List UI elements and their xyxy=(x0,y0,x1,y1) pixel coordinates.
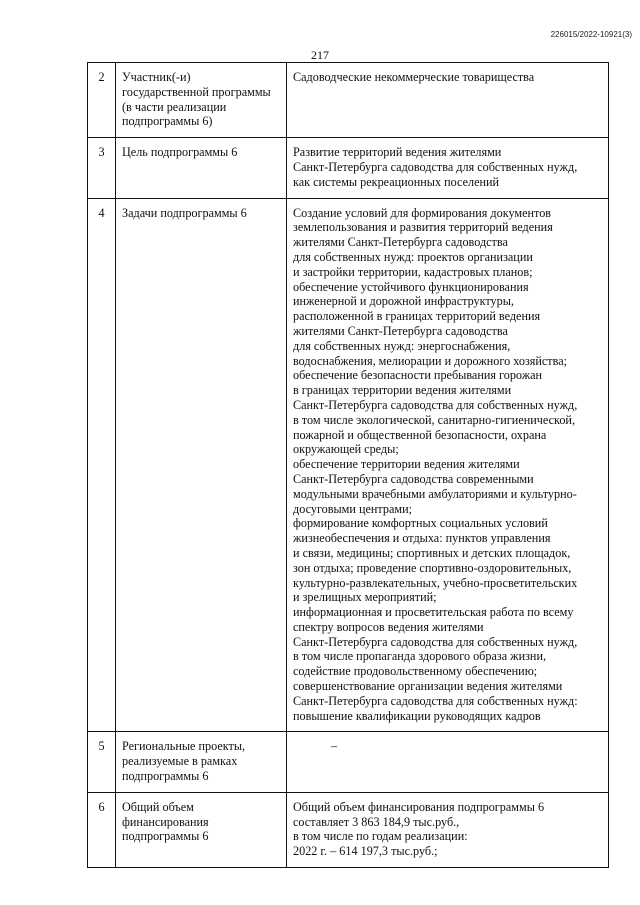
description-line: жителями Санкт-Петербурга садоводства xyxy=(293,323,508,338)
description-line: водоснабжения, мелиорации и дорожного хозяйства; xyxy=(293,353,568,368)
description-line: зон отдыха; проведение спортивно-оздоровительных, xyxy=(293,560,572,575)
description-line: Общий объем финансирования подпрограммы 6 xyxy=(293,799,545,814)
description-line: Санкт-Петербурга садоводства для собственных нужд, xyxy=(293,397,578,412)
row-label xyxy=(116,198,287,732)
row-number: 2 xyxy=(88,63,116,138)
label-line: Общий объем xyxy=(122,799,194,814)
table-row xyxy=(88,732,609,792)
label-line: государственной программы xyxy=(122,84,271,99)
row-number: 4 xyxy=(88,198,116,732)
label-line: реализуемые в рамках xyxy=(122,754,238,769)
label-line: Региональные проекты, xyxy=(122,739,246,754)
description-line: пожарной и общественной безопасности, охрана xyxy=(293,427,547,442)
description-line: культурно-развлекательных, учебно-просветительских xyxy=(293,575,578,590)
description-line: и зрелищных мероприятий; xyxy=(293,590,437,605)
description-line: Санкт-Петербурга садоводства для собственных нужд: xyxy=(293,693,578,708)
description-line: обеспечение территории ведения жителями xyxy=(293,457,520,472)
description-line: Санкт-Петербурга садоводства современными xyxy=(293,471,534,486)
description-line: 2022 г. – 614 197,3 тыс.руб.; xyxy=(293,844,438,859)
table-row xyxy=(88,63,609,138)
row-label xyxy=(116,732,287,792)
description-line: составляет 3 863 184,9 тыс.руб., xyxy=(293,814,460,829)
description-line: Садоводческие некоммерческие товарищества xyxy=(293,70,535,84)
label-line: подпрограммы 6 xyxy=(122,829,209,844)
description-line: содействие продовольственному обеспечению; xyxy=(293,664,538,679)
description-line: Создание условий для формирования документов xyxy=(293,205,552,220)
description-line: информационная и просветительская работа по всему xyxy=(293,605,574,620)
row-description xyxy=(287,198,609,732)
label-line: Цель подпрограммы 6 xyxy=(122,145,238,160)
label-line: (в части реализации xyxy=(122,99,227,114)
description-line: Развитие территорий ведения жителями xyxy=(293,145,502,160)
description-line: инженерной и дорожной инфраструктуры, xyxy=(293,294,514,309)
description-line: жителями Санкт-Петербурга садоводства xyxy=(293,235,508,250)
row-label xyxy=(116,63,287,138)
label-line: Задачи подпрограммы 6 xyxy=(122,205,247,220)
description-line: в том числе пропаганда здорового образа жизни, xyxy=(293,649,547,664)
row-description xyxy=(287,792,609,867)
row-description xyxy=(287,63,609,138)
row-number: 3 xyxy=(88,138,116,198)
table-row xyxy=(88,198,609,732)
row-number: 5 xyxy=(88,732,116,792)
row-description xyxy=(287,138,609,198)
description-line: в том числе экологической, санитарно-гигиенической, xyxy=(293,412,575,427)
description-line: обеспечение безопасности пребывания горожан xyxy=(293,368,543,383)
description-line: совершенствование организации ведения жителями xyxy=(293,679,563,694)
description-line: как системы рекреационных поселений xyxy=(293,174,500,189)
description-line: Санкт-Петербурга садоводства для собственных нужд, xyxy=(293,634,578,649)
description-line: модульными врачебными амбулаториями и культурно- xyxy=(293,486,577,501)
description-line: в границах территории ведения жителями xyxy=(293,383,512,398)
description-line: для собственных нужд: проектов организации xyxy=(293,249,533,264)
label-line: подпрограммы 6 xyxy=(122,769,209,784)
description-line: землепользования и развития территорий ведения xyxy=(293,220,553,235)
description-line: досуговыми центрами; xyxy=(293,501,413,516)
row-description xyxy=(287,732,609,792)
description-line: и застройки территории, кадастровых планов; xyxy=(293,264,533,279)
description-line: расположенной в границах территорий ведения xyxy=(293,309,541,324)
description-line: спектру вопросов ведения жителями xyxy=(293,619,484,634)
label-line: финансирования xyxy=(122,814,209,829)
description-line: окружающей среды; xyxy=(293,442,399,457)
label-line: подпрограммы 6) xyxy=(122,114,213,129)
description-line: и связи, медицины; спортивных и детских площадок, xyxy=(293,545,571,560)
label-line: Участник(-и) xyxy=(122,70,191,84)
row-label xyxy=(116,792,287,867)
program-passport-table xyxy=(87,62,609,868)
table-row xyxy=(88,138,609,198)
description-line: Санкт-Петербурга садоводства для собственных нужд, xyxy=(293,159,578,174)
description-line: – xyxy=(331,739,338,754)
description-line: формирование комфортных социальных условий xyxy=(293,516,548,531)
description-line: в том числе по годам реализации: xyxy=(293,829,468,844)
document-code: 226015/2022-10921(3) xyxy=(550,30,632,39)
row-label xyxy=(116,138,287,198)
description-line: повышение квалификации руководящих кадров xyxy=(293,708,541,723)
page-number: 217 xyxy=(311,48,329,62)
description-line: обеспечение устойчивого функционирования xyxy=(293,279,529,294)
description-line: для собственных нужд: энергоснабжения, xyxy=(293,338,511,353)
table-row xyxy=(88,792,609,867)
description-line: жизнеобеспечения и отдыха: пунктов управления xyxy=(293,531,551,546)
row-number: 6 xyxy=(88,792,116,867)
